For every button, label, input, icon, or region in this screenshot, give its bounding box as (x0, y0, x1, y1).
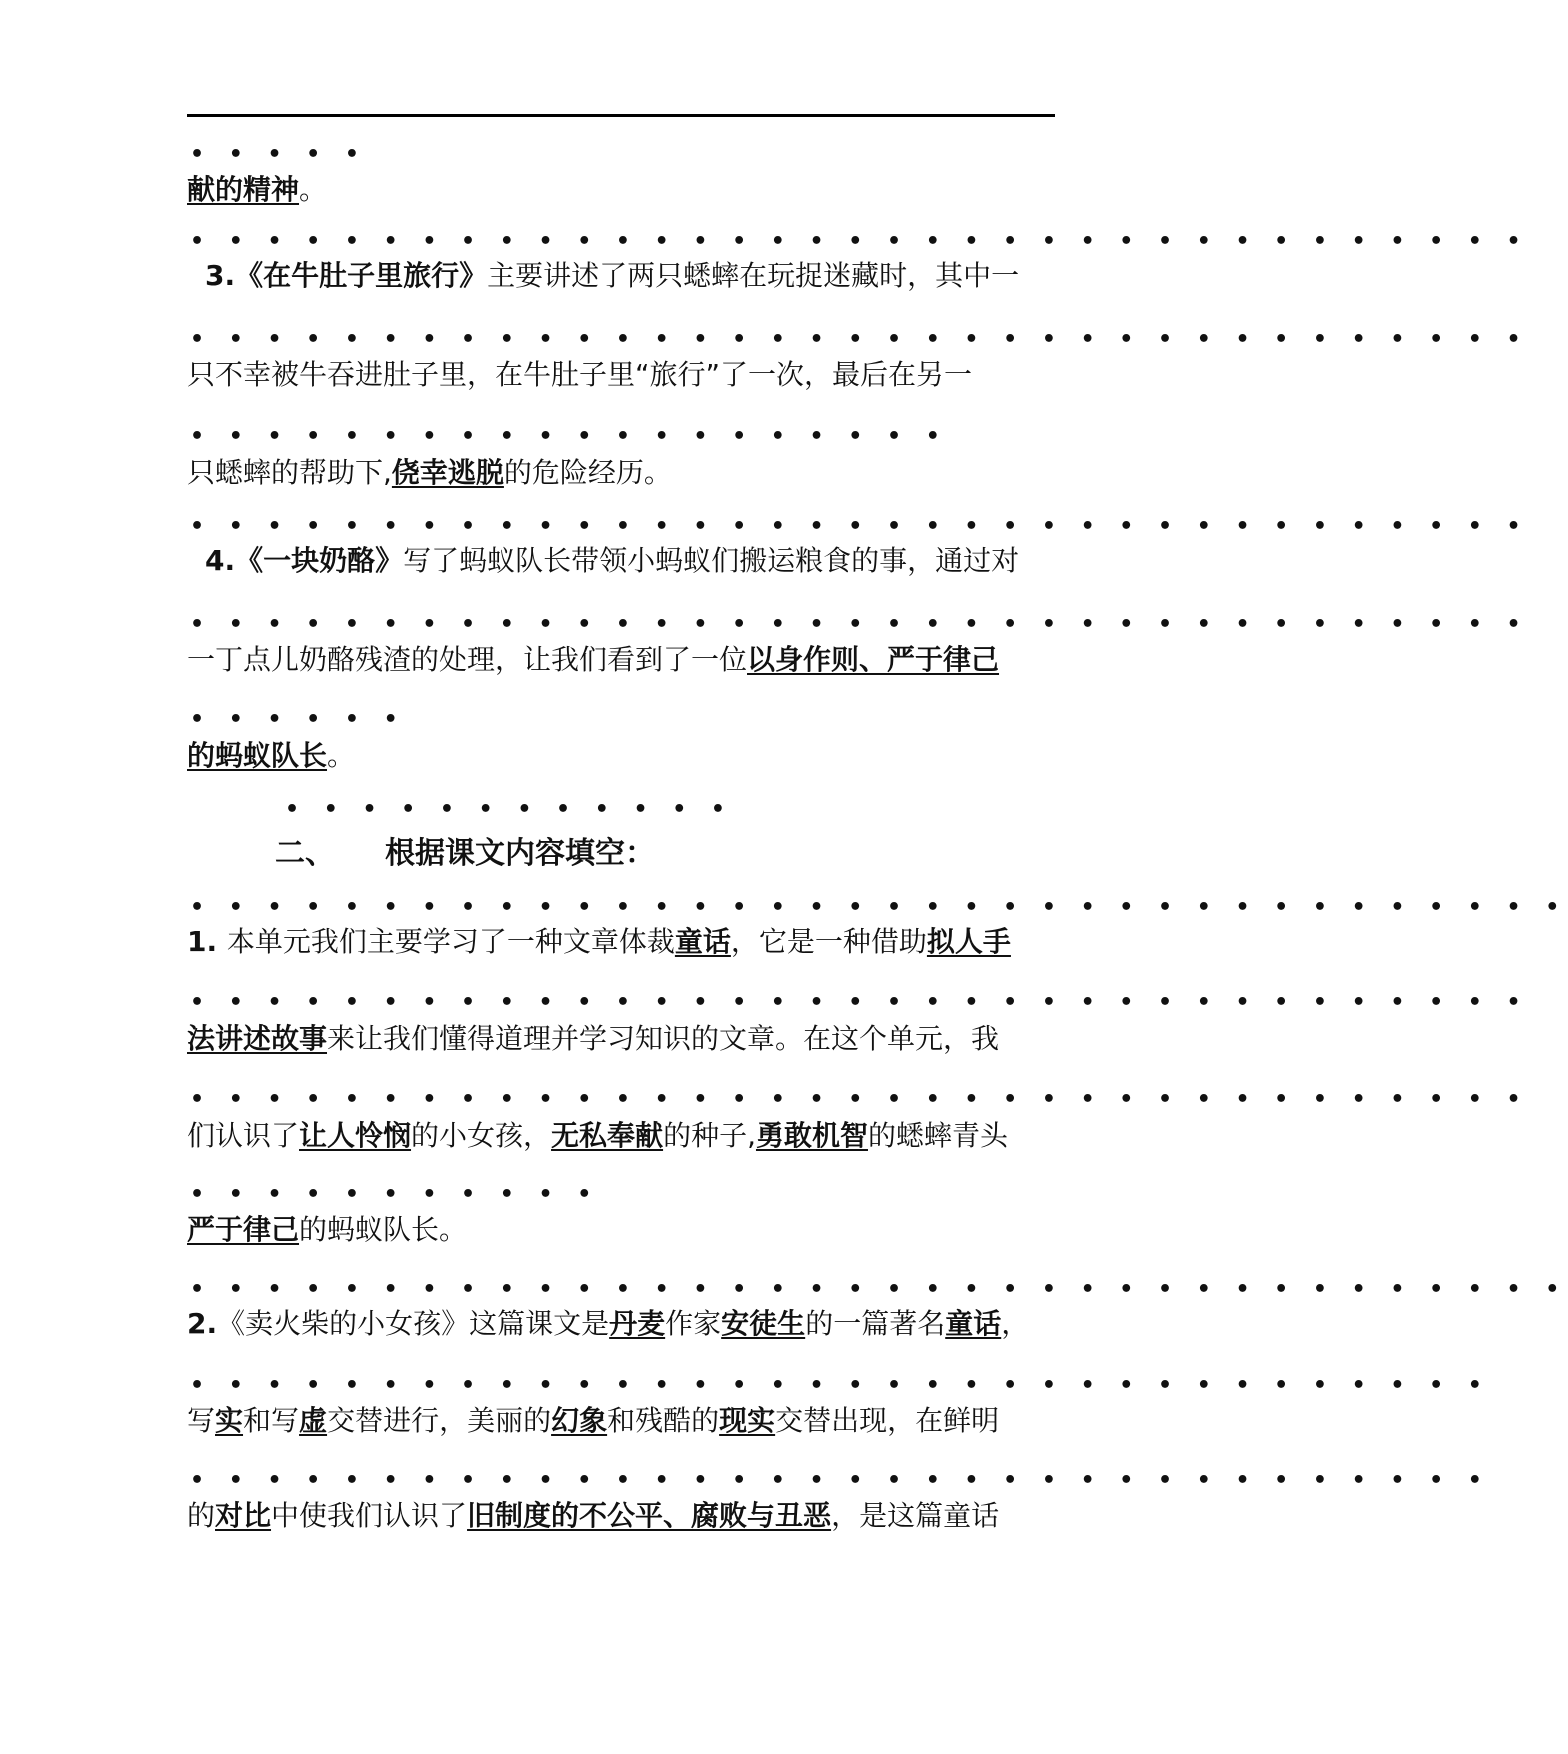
answer-text: 丹麦 (609, 1307, 666, 1340)
body-text: 本单元我们主要学习了一种文章体裁 (226, 925, 675, 958)
body-text: 交替进行，美丽的 (327, 1404, 552, 1437)
section-title: 根据课文内容填空： (385, 836, 655, 871)
body-text: 只蟋蟀的帮助下, (187, 456, 392, 489)
body-text: 写了蚂蚁队长带领小蚂蚁们搬运粮食的事，通过对 (403, 544, 1020, 577)
emphasis-dots: • • • • • • • • • • • • • • • • • • • • • • • • • • • • • • • • • • • (190, 327, 1530, 352)
text-line (187, 1118, 1067, 1154)
answer-text: 献的精神 (187, 173, 300, 206)
body-text: 的 (187, 1499, 216, 1532)
body-text: 交替出现，在鲜明 (775, 1404, 1000, 1437)
emphasis-dots: • • • • • (190, 142, 368, 167)
text-line (187, 1498, 1067, 1534)
emphasis-dots: • • • • • • • • • • • (190, 1182, 600, 1207)
answer-text: 实 (215, 1404, 244, 1437)
emphasis-dots: • • • • • • • • • • • • • • • • • • • • • • • • • • • • • • • • • • • (190, 514, 1530, 539)
body-text: ，是这篇童话 (831, 1499, 1000, 1532)
body-text: 作家 (665, 1307, 722, 1340)
answer-text: 童话 (945, 1307, 1002, 1340)
body-text: ，它是一种借助 (730, 925, 927, 958)
answer-text: 的蚂蚁队长 (187, 739, 328, 772)
emphasis-dots: • • • • • • (190, 707, 407, 732)
emphasis-dots: • • • • • • • • • • • • • • • • • • • • • • • • • • • • • • • • • • • (190, 1087, 1530, 1112)
bold-text: 2. (187, 1307, 218, 1340)
answer-text: 童话 (674, 925, 731, 958)
emphasis-dots: • • • • • • • • • • • • • • • • • • • • • • • • • • • • • • • • • • (190, 1373, 1491, 1398)
answer-text: 现实 (719, 1404, 776, 1437)
top-rule (187, 114, 1055, 117)
bold-text: 3.《在牛肚子里旅行》 (205, 259, 488, 292)
text-line (187, 924, 1067, 960)
body-text: 一丁点儿奶酪残渣的处理，让我们看到了一位 (187, 643, 748, 676)
answer-text: 幻象 (551, 1404, 608, 1437)
body-text: ， (1001, 1307, 1030, 1340)
emphasis-dots: • • • • • • • • • • • • • • • • • • • • • • • • • • • • • • • • • • • (190, 990, 1530, 1015)
body-text: 来让我们懂得道理并学习知识的文章。在这个单元，我 (327, 1022, 1000, 1055)
text-line (187, 172, 1067, 208)
section-heading (275, 828, 655, 872)
body-text: 。 (327, 739, 356, 772)
body-text: 写 (187, 1404, 216, 1437)
body-text: 和写 (243, 1404, 300, 1437)
answer-text: 拟人手 (926, 925, 1011, 958)
body-text: 和残酷的 (607, 1404, 720, 1437)
bold-text: 4.《一块奶酪》 (205, 544, 404, 577)
answer-text: 安徒生 (721, 1307, 806, 1340)
text-line (187, 1021, 1067, 1057)
answer-text: 以身作则、严于律己 (747, 643, 1000, 676)
answer-text: 无私奉献 (551, 1119, 664, 1152)
text-line (187, 738, 1067, 774)
body-text: 的小女孩， (411, 1119, 552, 1152)
body-text: 的蟋蟀青头 (867, 1119, 1008, 1152)
emphasis-dots: • • • • • • • • • • • • • • • • • • • • (190, 424, 949, 449)
answer-text: 法讲述故事 (187, 1022, 328, 1055)
answer-text: 旧制度的不公平、腐败与丑恶 (467, 1499, 832, 1532)
text-line (187, 642, 1067, 678)
text-line (187, 357, 1067, 393)
body-text: 的蚂蚁队长。 (299, 1213, 468, 1246)
text-line (187, 1403, 1067, 1439)
answer-text: 侥幸逃脱 (391, 456, 504, 489)
emphasis-dots: • • • • • • • • • • • • • • • • • • • • • • • • • • • • • • • • • • • (190, 612, 1530, 637)
body-text: 。 (299, 173, 328, 206)
answer-text: 勇敢机智 (755, 1119, 868, 1152)
text-line (205, 543, 1085, 579)
answer-text: 严于律己 (187, 1213, 300, 1246)
body-text: 只不幸被牛吞进肚子里，在牛肚子里“旅行”了一次，最后在另一 (187, 358, 973, 391)
answer-text: 虚 (299, 1404, 328, 1437)
body-text: 们认识了 (187, 1119, 300, 1152)
text-line (187, 1306, 1067, 1342)
answer-text: 对比 (215, 1499, 272, 1532)
body-text: 的危险经历。 (503, 456, 672, 489)
body-text: 中使我们认识了 (271, 1499, 468, 1532)
emphasis-dots: • • • • • • • • • • • • (285, 797, 734, 822)
text-line (205, 258, 1085, 294)
body-text: 的种子, (663, 1119, 756, 1152)
section-number: 二、 (275, 836, 335, 871)
bold-text: 1. (187, 925, 227, 958)
emphasis-dots: • • • • • • • • • • • • • • • • • • • • • • • • • • • • • • • • • • • (190, 229, 1530, 254)
body-text: 主要讲述了两只蟋蟀在玩捉迷藏时，其中一 (487, 259, 1020, 292)
answer-text: 让人怜悯 (299, 1119, 412, 1152)
text-line (187, 455, 1067, 491)
emphasis-dots: • • • • • • • • • • • • • • • • • • • • • • • • • • • • • • • • • • • • (190, 895, 1568, 920)
body-text: 的一篇著名 (805, 1307, 946, 1340)
text-line (187, 1212, 1067, 1248)
emphasis-dots: • • • • • • • • • • • • • • • • • • • • • • • • • • • • • • • • • • • • (190, 1277, 1568, 1302)
body-text: 《卖火柴的小女孩》这篇课文是 (217, 1307, 610, 1340)
emphasis-dots: • • • • • • • • • • • • • • • • • • • • • • • • • • • • • • • • • • (190, 1468, 1491, 1493)
